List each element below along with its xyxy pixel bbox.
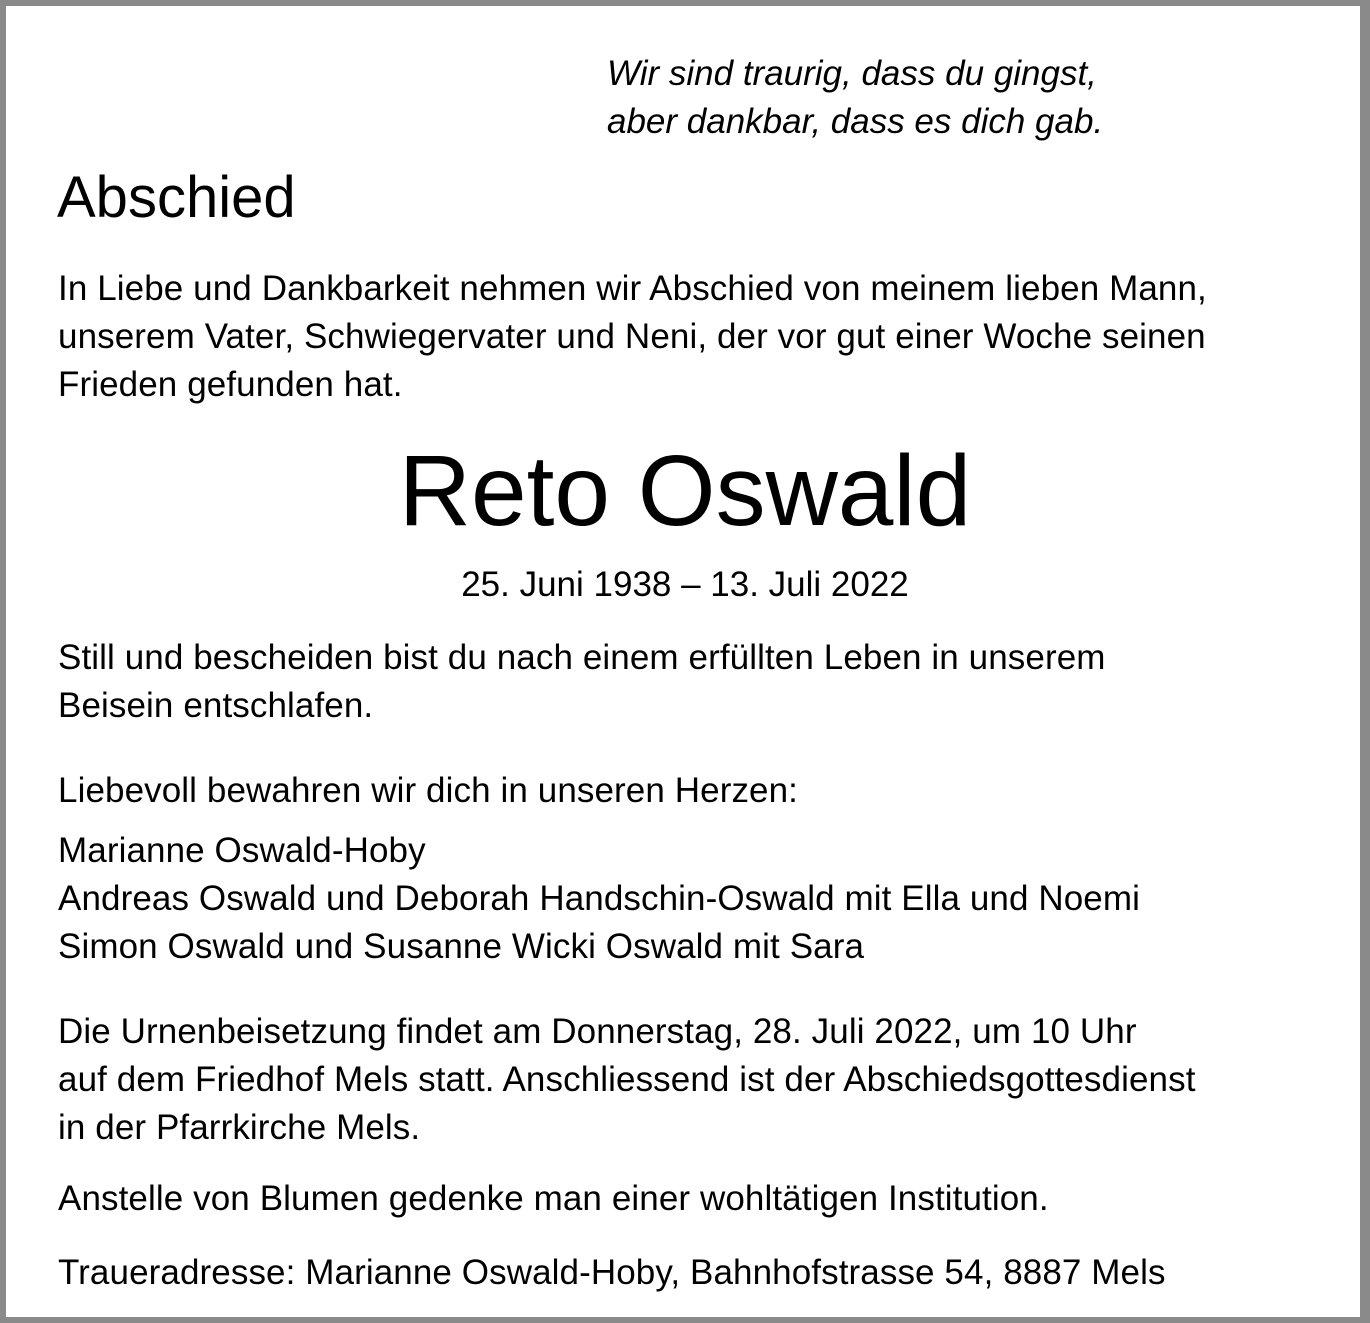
service-line: auf dem Friedhof Mels statt. Anschliessend ist der Abschiedsgottesdienst xyxy=(58,1060,1196,1099)
mourners-intro: Liebevoll bewahren wir dich in unseren Herzen: xyxy=(58,771,799,810)
service-paragraph xyxy=(58,1008,1196,1152)
service-line: in der Pfarrkirche Mels. xyxy=(58,1108,421,1147)
tribute-line: Still und bescheiden bist du nach einem erfüllten Leben in unserem xyxy=(58,638,1106,677)
motto-quote xyxy=(607,50,1103,146)
life-dates: 25. Juni 1938 – 13. Juli 2022 xyxy=(461,565,909,604)
mourner-entry: Simon Oswald und Susanne Wicki Oswald mit Sara xyxy=(58,927,865,966)
tribute-paragraph xyxy=(58,634,1106,730)
motto-line: aber dankbar, dass es dich gab. xyxy=(607,102,1104,141)
intro-line: unserem Vater, Schwiegervater und Neni, der vor gut einer Woche seinen xyxy=(58,317,1206,356)
mourners-list xyxy=(58,827,1140,971)
tribute-line: Beisein entschlafen. xyxy=(58,686,374,725)
mourner-entry: Marianne Oswald-Hoby xyxy=(58,831,426,870)
intro-line: Frieden gefunden hat. xyxy=(58,365,403,404)
notice-heading: Abschied xyxy=(57,165,296,230)
donation-note: Anstelle von Blumen gedenke man einer wohltätigen Institution. xyxy=(58,1179,1049,1218)
motto-line: Wir sind traurig, dass du gingst, xyxy=(607,54,1097,93)
intro-paragraph xyxy=(58,265,1207,409)
deceased-name: Reto Oswald xyxy=(398,435,972,547)
mourning-address: Traueradresse: Marianne Oswald-Hoby, Bahnhofstrasse 54, 8887 Mels xyxy=(58,1253,1166,1292)
intro-line: In Liebe und Dankbarkeit nehmen wir Abschied von meinem lieben Mann, xyxy=(58,269,1207,308)
mourner-entry: Andreas Oswald und Deborah Handschin-Oswald mit Ella und Noemi xyxy=(58,879,1141,918)
service-line: Die Urnenbeisetzung findet am Donnerstag, 28. Juli 2022, um 10 Uhr xyxy=(58,1012,1137,1051)
